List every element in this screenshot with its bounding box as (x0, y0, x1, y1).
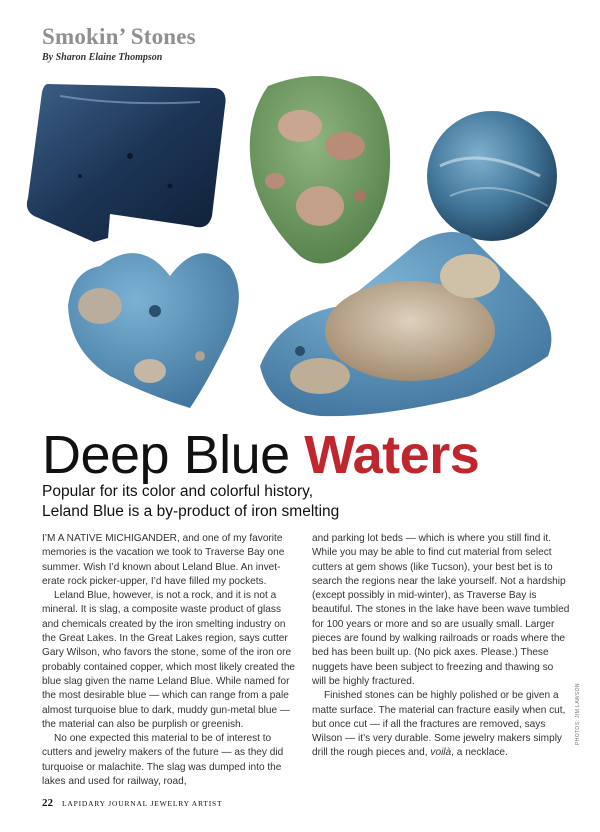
body-paragraph: I’M A NATIVE MICHIGANDER, and one of my favorite memories is the vacation we took to Traverse Bay one summer. Wish I’d known about Leland Blue. An invet-erate rock picker-upper, I’d have filled my pockets. (42, 533, 285, 587)
byline: By Sharon Elaine Thompson (42, 52, 163, 63)
section-title: Smokin’ Stones (42, 24, 196, 49)
body-column-left (42, 532, 300, 789)
body-column-right (312, 532, 570, 761)
page-number: 22 (42, 797, 53, 809)
body-italic-text: voilà (430, 747, 452, 759)
dark-blue-stone (27, 84, 226, 242)
blue-tan-slab-stone (260, 232, 551, 416)
headline-part-1: Deep Blue (42, 425, 305, 485)
deck-line-2: Leland Blue is a by-product of iron smelting (42, 503, 340, 520)
blue-heart-stone (68, 253, 239, 408)
body-paragraph: and parking lot beds — which is where you still find it. While you may be able to find cut material from select cutters at gem shows (like Tucson), your best bet is to search the regions near the lake yourself. Not a hardship (except possibly in mid-winter), as Traverse Bay is beautiful. The stones in the lake have been wave tumbled for 100 years or more and so are usually small. Larger pieces are found by walking railroads or roads where the bed has been built up. (No pick axes. Please.) These nuggets have been subject to freezing and thawing so will be highly fractured. (312, 533, 570, 687)
headline (42, 423, 479, 487)
body-text: Finished stones can be highly polished or be given a matte surface. The material can fracture easily when cut, but once cut — if all the fractures are removed, says Wilson — it’s very durable. Some jewelry makers simply drill the rough pieces and, (312, 690, 566, 759)
body-text: , a necklace. (451, 747, 508, 759)
deck-line-1: Popular for its color and colorful history, (42, 483, 314, 500)
publication-name: LAPIDARY JOURNAL JEWELRY ARTIST (62, 799, 223, 808)
green-teardrop-stone (250, 76, 390, 264)
body-paragraph (312, 689, 570, 760)
round-blue-stone (427, 111, 557, 241)
photo-credit: PHOTOS: JIM LAWSON (575, 683, 581, 745)
body-paragraph: No one expected this material to be of interest to cutters and jewelry makers of the future — as they did turquoise or malachite. The slag was dumped into the lakes and used for railway, road, (42, 733, 284, 788)
stones-photo (0, 66, 600, 426)
body-paragraph: Leland Blue, however, is not a rock, and it is not a mineral. It is slag, a composite waste product of glass and chemicals created by the iron smelting industry on the Great Lakes. In the Great Lakes region, says cutter Gary Wilson, who favors the stone, some of the iron ore probably contained copper, which most likely created the blue slag given the name Leland Blue. While named for the most desirable blue — which can range from a pale almost turquoise blue to dark, muddy gun-metal blue — the material can also be purplish or greenish. (42, 590, 296, 730)
deck (42, 482, 562, 522)
headline-part-2: Waters (304, 425, 480, 485)
